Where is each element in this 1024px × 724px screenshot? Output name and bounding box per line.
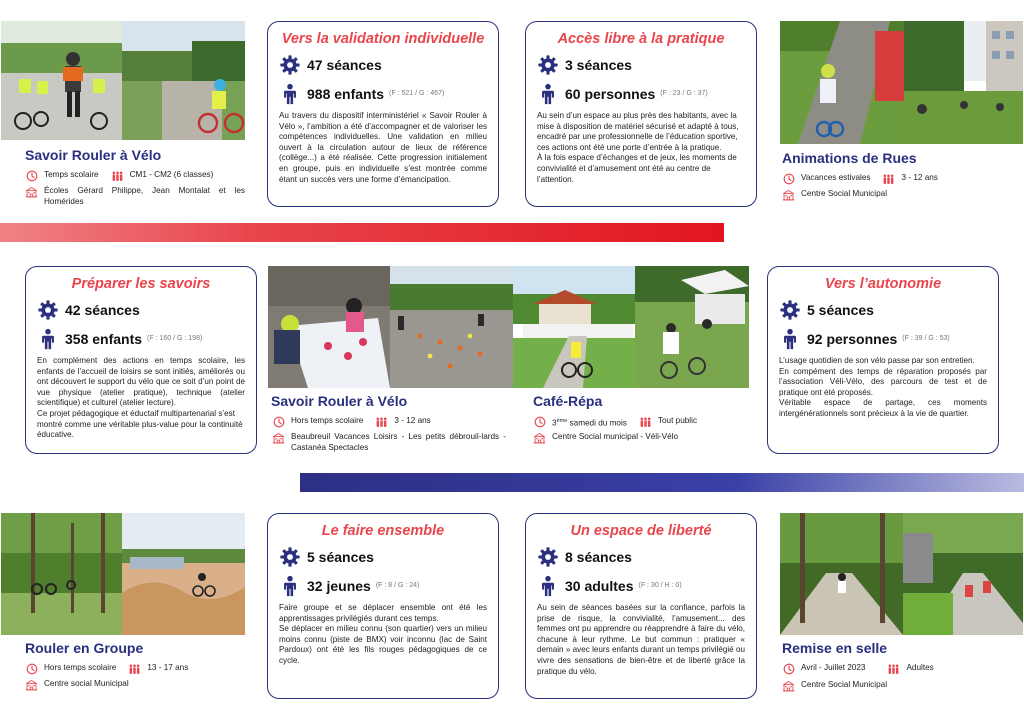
activity-title-remise-selle: Remise en selle: [782, 640, 888, 656]
sessions-count: 3 séances: [565, 56, 632, 73]
card-acces-libre: [525, 21, 757, 207]
paragraph: Faire groupe et se déplacer ensemble ont été les apprentissages privilégiés durant ces temps.: [279, 603, 487, 623]
audience-text: Adultes: [906, 663, 934, 672]
participants-stat: [279, 573, 487, 598]
card-title: Le faire ensemble: [321, 523, 445, 539]
activity-location-row: [782, 680, 887, 692]
participants-stat: [779, 326, 987, 351]
gear-icon: [279, 546, 301, 568]
group-icon: [375, 416, 388, 428]
person-icon: [37, 328, 59, 350]
clock-icon: [25, 663, 38, 675]
gender-split: (F : 8 / G : 24): [375, 582, 420, 589]
paragraph: En complément des actions en temps scolaire, les enfants de l’accueil de loisirs se sont initiés, améliorés ou ont découvert le support du vélo que ce soit d’un point de vue physique (atelier pratique), technique (atelier scientifique) et culturel (atelier lecture).: [37, 356, 245, 408]
schedule-text: Vacances estivales: [801, 173, 871, 182]
participants-count: 60 personnes: [565, 85, 656, 102]
photo-rouler-groupe-forest: [1, 513, 122, 635]
paragraph: Ce projet pédagogique et éductaif multipartenarial s’est montré comme une véritable plus-value pour la continuité éducative.: [37, 408, 243, 440]
building-icon: [782, 680, 795, 692]
photo-remise-selle-path: [903, 513, 1023, 635]
card-description: [37, 356, 245, 441]
person-icon: [279, 575, 301, 597]
photo-bike-course-cones: [390, 266, 513, 388]
card-title: Vers la validation individuelle: [281, 31, 485, 47]
gender-split: (F : 39 / G : 53): [902, 335, 950, 342]
gear-icon: [37, 299, 59, 321]
location-text: Écoles Gérard Philippe, Jean Montalat et les Homérides: [44, 186, 245, 206]
clock-icon: [25, 170, 38, 182]
gear-icon: [279, 54, 301, 76]
schedule-text: Avril - Juillet 2023: [801, 663, 866, 672]
activity-schedule-row: [25, 170, 213, 182]
schedule-text: Temps scolaire: [44, 170, 99, 179]
group-icon: [639, 416, 652, 428]
activity-schedule-row: [782, 663, 934, 675]
card-espace-liberte: [525, 513, 757, 699]
paragraph: L’usage quotidien de son vélo passe par son entretien.: [779, 356, 975, 365]
photo-child-on-bike-path: [122, 21, 245, 140]
participants-count: 32 jeunes: [307, 577, 371, 594]
card-description: [779, 356, 987, 420]
gear-icon: [537, 546, 559, 568]
sessions-stat: [279, 544, 487, 569]
paragraph: Au travers du dispositif interministériel « Savoir Rouler à Vélo », l’ambition a été d’accompagner et de valoriser les compétences individuelles. Une validation en milieu ouvert à la circulation autour de lieux de référence (collège...) a été réalisée. Cette progression initialement en groupe, puis en individuelle s’est montrée comme étant un succès vers une forme d’émancipation.: [279, 111, 487, 184]
activity-schedule-row: [533, 416, 697, 429]
participants-stat: [37, 326, 245, 351]
audience-text: 3 - 12 ans: [901, 173, 938, 182]
activity-title-animations-rues: Animations de Rues: [782, 150, 917, 166]
participants-count: 358 enfants: [65, 330, 143, 347]
photo-animations-rues-2: [904, 21, 1023, 144]
person-icon: [779, 328, 801, 350]
gear-icon: [779, 299, 801, 321]
gender-split: (F : 160 / G : 198): [147, 335, 203, 342]
building-icon: [25, 679, 38, 691]
audience-text: 13 - 17 ans: [147, 663, 189, 672]
group-icon: [882, 173, 895, 185]
schedule-text: Hors temps scolaire: [291, 416, 364, 425]
building-icon: [782, 189, 795, 201]
group-icon: [128, 663, 141, 675]
activity-title-cafe-repa: Café-Répa: [533, 393, 603, 409]
paragraph: À la fois espace d’échanges et de jeux, les moments de convivialité et d’amusement ont été au centre de l’attention.: [537, 153, 737, 184]
participants-stat: [537, 573, 745, 598]
photo-savoir-rouler-group: [1, 21, 122, 140]
sessions-stat: [37, 297, 245, 322]
person-icon: [279, 83, 301, 105]
paragraph: Se déplacer en milieu connu (son quartier) vers un milieu moins connu (piste de BMX) voir inconnu (lac de Saint Pardoux) ont été les fils rouges pédagogiques de ce cycle.: [279, 624, 487, 665]
photo-bmx-track: [122, 513, 245, 635]
activity-schedule-row: [782, 173, 938, 185]
activity-schedule-row: [272, 416, 431, 428]
participants-stat: [537, 81, 745, 106]
sessions-count: 5 séances: [307, 548, 374, 565]
photo-animations-rues-1: [780, 21, 904, 144]
blue-divider-band: [300, 473, 1024, 492]
activity-location-row: [533, 432, 678, 444]
paragraph: En compément des temps de réparation proposés par l’association Véli-Vélo, des parcours de test et de pratique ont été proposés.: [779, 366, 987, 397]
participants-stat: [279, 81, 487, 106]
schedule-text: Hors temps scolaire: [44, 663, 117, 672]
paragraph: Véritable espace de partage, ces moments intergénérationnels sont précieux à la vie de quartier.: [779, 398, 987, 418]
gear-icon: [537, 54, 559, 76]
activity-location-row: [25, 186, 245, 207]
paragraph: Au sein d’un espace au plus près des habitants, avec la mise à disposition de matériel sécurisé et adapté à tous, encadré par une professionnelle de l’éducation sportive, ces actions ont été une porte d’entrée à la pratique.: [537, 111, 739, 152]
photo-cafe-repa-repair: [635, 266, 749, 388]
activity-title-savoir-rouler: Savoir Rouler à Vélo: [25, 147, 162, 163]
photo-kids-board-game: [268, 266, 390, 388]
participants-count: 30 adultes: [565, 577, 634, 594]
location-text: Centre social Municipal: [44, 679, 129, 688]
activity-location-row: [272, 432, 506, 453]
clock-icon: [533, 416, 546, 428]
location-text: Centre Social Municipal: [801, 680, 888, 689]
photo-remise-selle-forest: [780, 513, 903, 635]
person-icon: [537, 575, 559, 597]
card-title: Vers l’autonomie: [824, 276, 942, 292]
group-icon: [887, 663, 900, 675]
location-text: Centre Social municipal - Véli-Vélo: [552, 432, 679, 441]
sessions-stat: [279, 52, 487, 77]
clock-icon: [782, 663, 795, 675]
activity-title-savoir-rouler: Savoir Rouler à Vélo: [271, 393, 408, 409]
sessions-stat: [779, 297, 987, 322]
sessions-count: 5 séances: [807, 301, 874, 318]
card-validation-individuelle: [267, 21, 499, 207]
gender-split: (F : 521 / G : 467): [389, 90, 445, 97]
sessions-stat: [537, 52, 745, 77]
building-icon: [25, 186, 38, 198]
card-title: Préparer les savoirs: [71, 276, 211, 292]
participants-count: 92 personnes: [807, 330, 898, 347]
building-icon: [533, 432, 546, 444]
photo-cafe-repa-park: [513, 266, 635, 388]
group-icon: [111, 170, 124, 182]
paragraph: Au sein de séances basées sur la confiance, parfois la prise de risque, la convivialité, l’amusement... des femmes ont pu apprendre ou réapprendre à faire du vélo, chacune à leur rythme. Le but commun : pratiquer « demain » avec leurs enfants durant un temps privilégié ou vivre des sensations de bien-être et de liberté grâce la pratique du vélo.: [537, 603, 745, 676]
card-description: [537, 603, 745, 677]
audience-text: 3 - 12 ans: [394, 416, 431, 425]
building-icon: [272, 432, 285, 444]
location-text: Beaubreuil Vacances Loisirs - Les petits débrouil-lards - Castanéa Spectacles: [291, 432, 506, 452]
activity-title-rouler-groupe: Rouler en Groupe: [25, 640, 144, 656]
sessions-stat: [537, 544, 745, 569]
clock-icon: [782, 173, 795, 185]
clock-icon: [272, 416, 285, 428]
card-preparer-savoirs: [25, 266, 257, 454]
sessions-count: 42 séances: [65, 301, 140, 318]
sessions-count: 47 séances: [307, 56, 382, 73]
sessions-count: 8 séances: [565, 548, 632, 565]
red-divider-band: [0, 223, 724, 242]
gender-split: (F : 30 / H : 0): [638, 582, 682, 589]
activity-location-row: [25, 679, 129, 691]
card-description: [279, 111, 487, 185]
participants-count: 988 enfants: [307, 85, 385, 102]
card-title: Un espace de liberté: [570, 523, 712, 539]
schedule-text: 3ème samedi du mois: [552, 418, 627, 428]
gender-split: (F : 23 / G : 37): [660, 90, 708, 97]
audience-text: Tout public: [657, 416, 698, 425]
activity-location-row: [782, 189, 887, 201]
person-icon: [537, 83, 559, 105]
card-title: Accès libre à la pratique: [557, 31, 725, 47]
location-text: Centre Social Municipal: [801, 189, 888, 198]
card-faire-ensemble: [267, 513, 499, 699]
audience-text: CM1 - CM2 (6 classes): [129, 170, 214, 179]
card-description: [537, 111, 745, 185]
card-description: [279, 603, 487, 667]
card-vers-autonomie: [767, 266, 999, 454]
activity-schedule-row: [25, 663, 188, 675]
